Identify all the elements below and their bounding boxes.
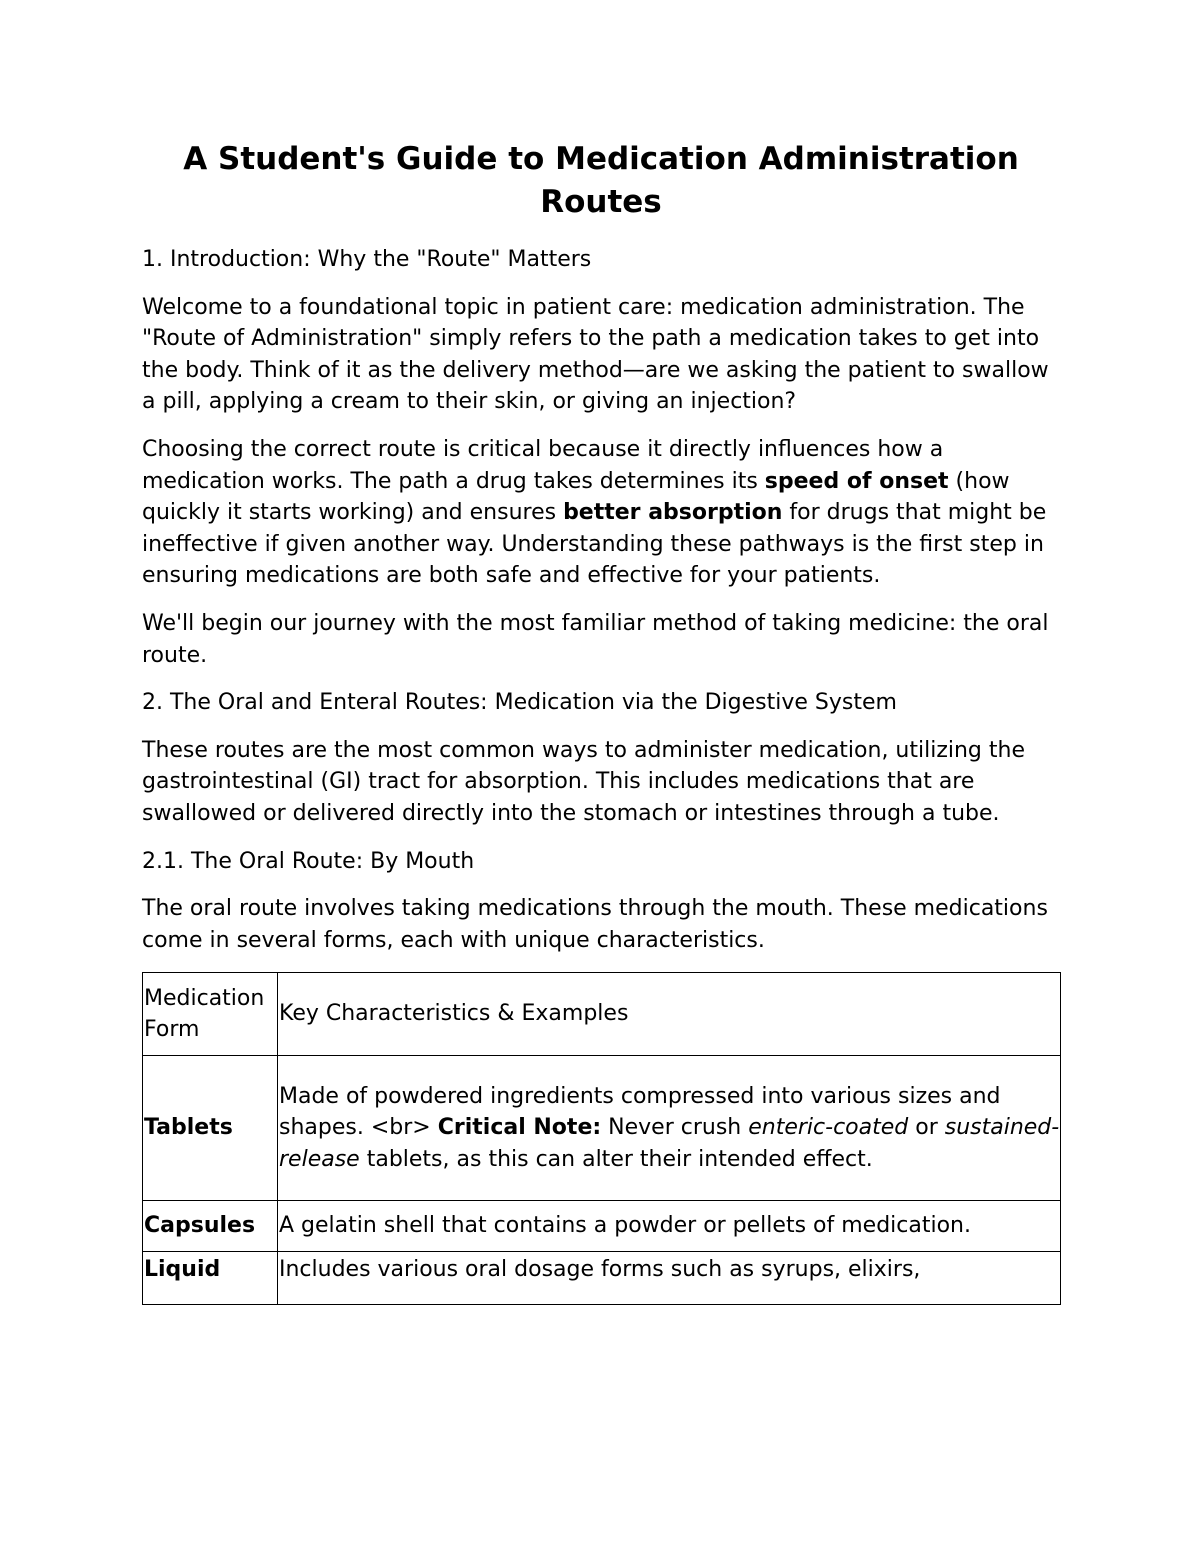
row-label-tablets: Tablets bbox=[143, 1056, 278, 1201]
intro-p2-text-3: for drugs that might be ineffective if given another way. Understanding these pathways is the first step in ensuring medications are both safe and effective for your patients. bbox=[142, 500, 1047, 589]
tablets-italic-sustained-release: sustained-release bbox=[279, 1115, 1060, 1173]
row-label-capsules: Capsules bbox=[143, 1201, 278, 1252]
header-cell-characteristics: Key Characteristics & Examples bbox=[278, 973, 1061, 1056]
table-row-tablets bbox=[143, 1056, 1061, 1201]
section-2-paragraph: These routes are the most common ways to administer medication, utilizing the gastrointestinal (GI) tract for absorption. This includes medications that are swallowed or delivered directly into the stomach or intestines through a tube. bbox=[142, 737, 1025, 826]
row-label-liquid: Liquid bbox=[143, 1252, 278, 1305]
tablets-text-1: Made of powdered ingredients compressed into various sizes and shapes. <br> bbox=[279, 1083, 1001, 1141]
header-cell-medication-form: Medication Form bbox=[143, 973, 278, 1056]
section-2-1-heading: 2.1. The Oral Route: By Mouth bbox=[142, 848, 475, 874]
intro-paragraph-1: Welcome to a foundational topic in patient care: medication administration. The "Route of Administration" simply refers to the path a medication takes to get into the body. Think of it as the delivery method—are we asking the patient to swallow a pill, applying a cream to their skin, or giving an injection? bbox=[142, 294, 1049, 415]
table-row-liquid bbox=[143, 1252, 1061, 1305]
intro-p2-text-2: (how quickly it starts working) and ensures bbox=[142, 468, 1010, 526]
row-text-capsules: A gelatin shell that contains a powder or pellets of medication. bbox=[278, 1201, 1061, 1252]
tablets-text-3: or bbox=[908, 1115, 945, 1141]
table-header-row bbox=[143, 973, 1061, 1056]
section-2-1-paragraph: The oral route involves taking medications through the mouth. These medications come in several forms, each with unique characteristics. bbox=[142, 896, 1048, 953]
table-row-capsules bbox=[143, 1201, 1061, 1252]
tablets-critical-note: Critical Note: bbox=[437, 1115, 602, 1141]
document-title: A Student's Guide to Medication Administration Routes bbox=[183, 141, 1019, 220]
intro-p2-bold-better-absorption: better absorption bbox=[563, 500, 783, 526]
section-2-heading: 2. The Oral and Enteral Routes: Medication via the Digestive System bbox=[142, 690, 897, 716]
document-page bbox=[142, 138, 1060, 1305]
row-text-tablets bbox=[278, 1056, 1061, 1201]
row-text-liquid: Includes various oral dosage forms such as syrups, elixirs, bbox=[278, 1252, 1061, 1305]
intro-paragraph-3: We'll begin our journey with the most familiar method of taking medicine: the oral route. bbox=[142, 610, 1049, 668]
medication-forms-table bbox=[142, 972, 1061, 1305]
intro-p2-text-1: Choosing the correct route is critical because it directly influences how a medication works. The path a drug takes determines its bbox=[142, 436, 944, 494]
tablets-text-4: tablets, as this can alter their intended effect. bbox=[359, 1147, 873, 1173]
tablets-text-2: Never crush bbox=[601, 1115, 749, 1141]
tablets-italic-enteric-coated: enteric-coated bbox=[748, 1115, 909, 1141]
intro-paragraph-2 bbox=[142, 434, 1060, 592]
intro-p2-bold-speed-of-onset: speed of onset bbox=[764, 468, 949, 494]
section-1-heading: 1. Introduction: Why the "Route" Matters bbox=[142, 247, 592, 272]
